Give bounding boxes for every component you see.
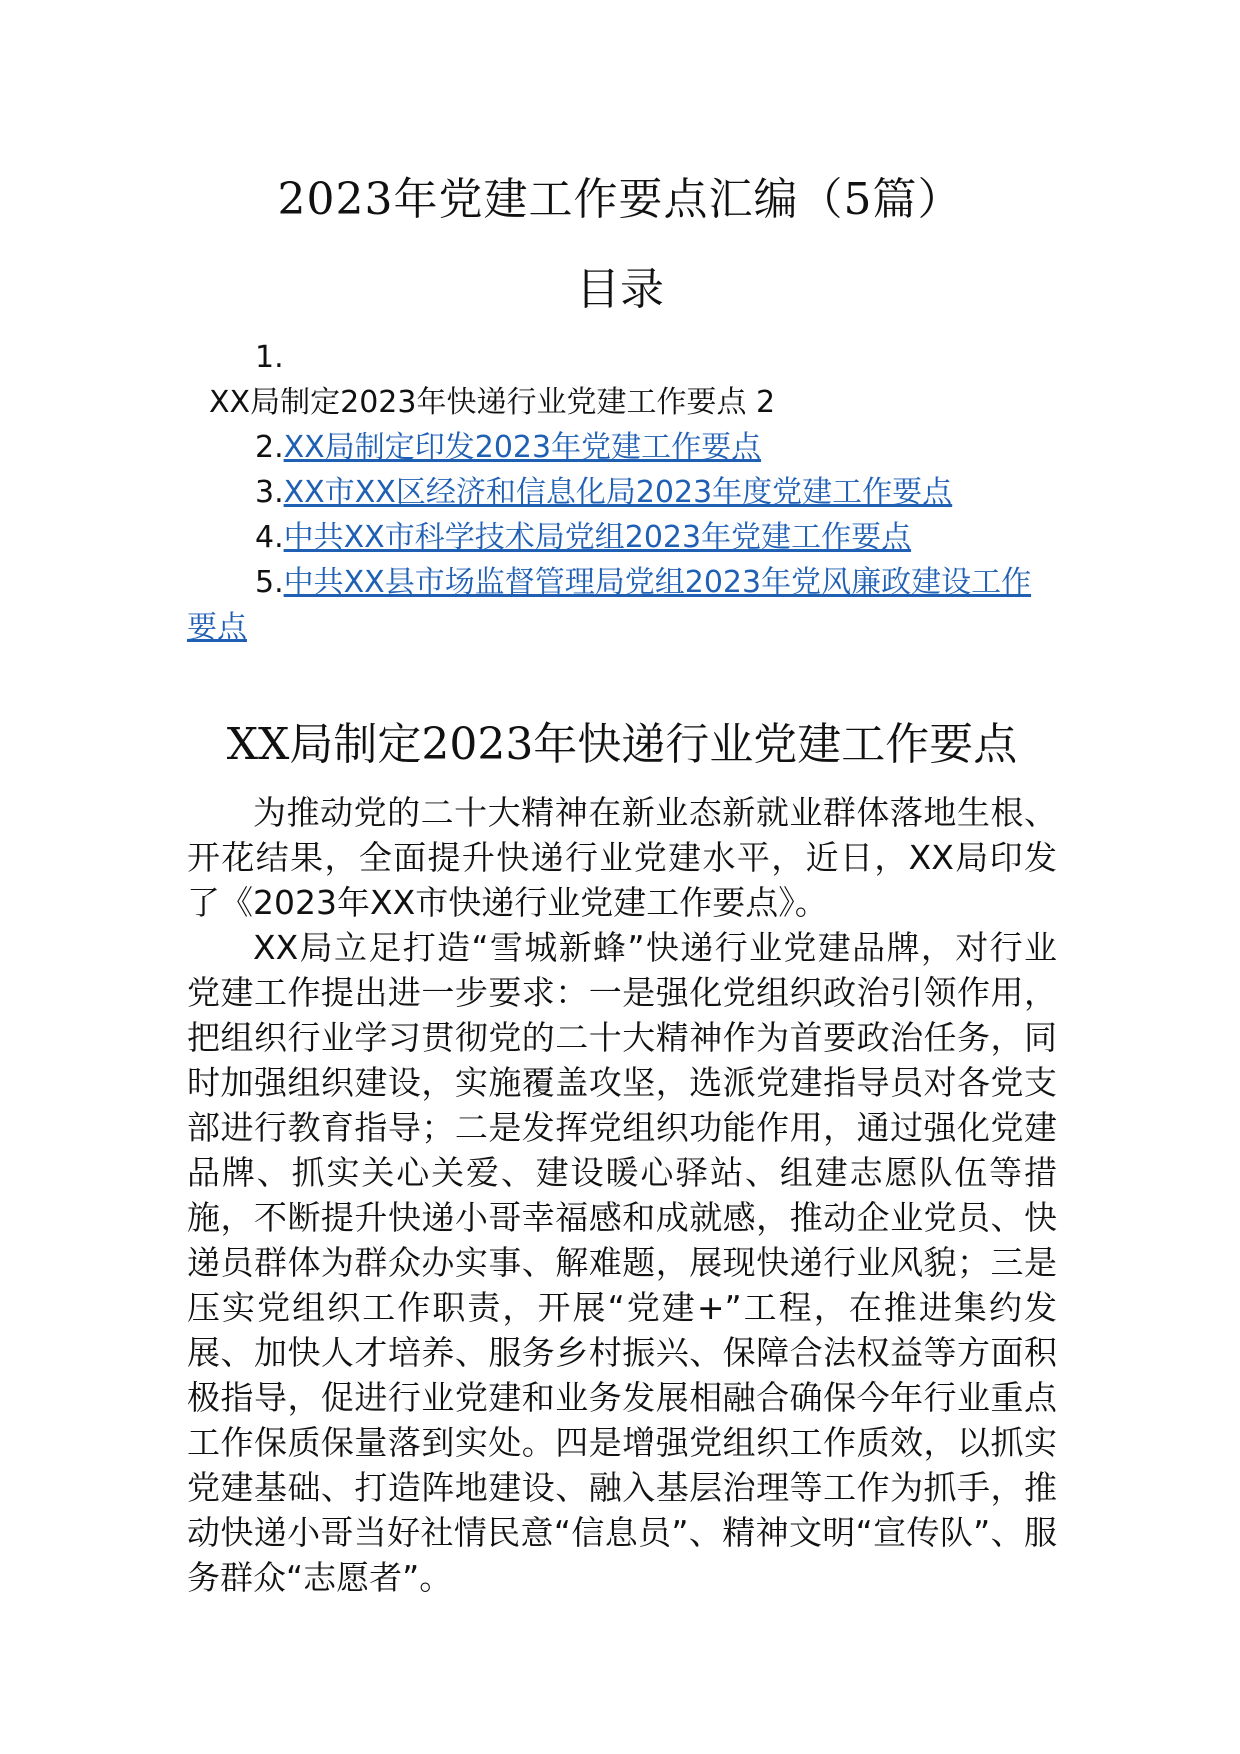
toc-item-1-text[interactable]: XX局制定2023年快递行业党建工作要点 2 [209, 385, 776, 420]
toc-item-number: 2. [255, 430, 284, 465]
toc-link[interactable]: XX市XX区经济和信息化局2023年度党建工作要点 [283, 475, 953, 510]
toc-item-2 [187, 425, 1057, 470]
toc-item-number: 4. [255, 520, 284, 555]
toc-item-4 [187, 515, 1057, 560]
table-of-contents [187, 335, 1057, 650]
toc-link[interactable]: 中共XX市科学技术局党组2023年党建工作要点 [283, 520, 912, 555]
body-paragraph: XX局立足打造“雪城新蜂”快递行业党建品牌，对行业党建工作提出进一步要求：一是强化党组织政治引领作用，把组织行业学习贯彻党的二十大精神作为首要政治任务，同时加强组织建设，实施覆盖攻坚，选派党建指导员对各党支部进行教育指导；二是发挥党组织功能作用，通过强化党建品牌、抓实关心关爱、建设暖心驿站、组建志愿队伍等措施，不断提升快递小哥幸福感和成就感，推动企业党员、快递员群体为群众办实事、解难题，展现快递行业风貌；三是压实党组织工作职责，开展“党建+”工程，在推进集约发展、加快人才培养、服务乡村振兴、保障合法权益等方面积极指导，促进行业党建和业务发展相融合确保今年行业重点工作保质保量落到实处。四是增强党组织工作质效，以抓实党建基础、打造阵地建设、融入基层治理等工作为抓手，推动快递小哥当好社情民意“信息员”、精神文明“宣传队”、服务群众“志愿者”。 [187, 928, 1057, 1597]
toc-item-3 [187, 470, 1057, 515]
toc-title: 目录 [576, 264, 664, 315]
toc-item-number: 3. [255, 475, 284, 510]
toc-item-5 [187, 560, 1057, 650]
section-body [187, 790, 1057, 1600]
toc-link[interactable]: XX局制定印发2023年党建工作要点 [283, 430, 762, 465]
toc-item-1-number: 1. [255, 340, 284, 375]
document-title: 2023年党建工作要点汇编（5篇） [277, 174, 963, 225]
toc-item-number: 5. [255, 565, 284, 600]
section-title: XX局制定2023年快递行业党建工作要点 [226, 719, 1018, 770]
toc-link[interactable]: 中共XX县市场监督管理局党组2023年党风廉政建设工作要点 [187, 565, 1032, 645]
body-paragraph: 为推动党的二十大精神在新业态新就业群体落地生根、开花结果，全面提升快递行业党建水平，近日，XX局印发了《2023年XX市快递行业党建工作要点》。 [187, 793, 1057, 922]
